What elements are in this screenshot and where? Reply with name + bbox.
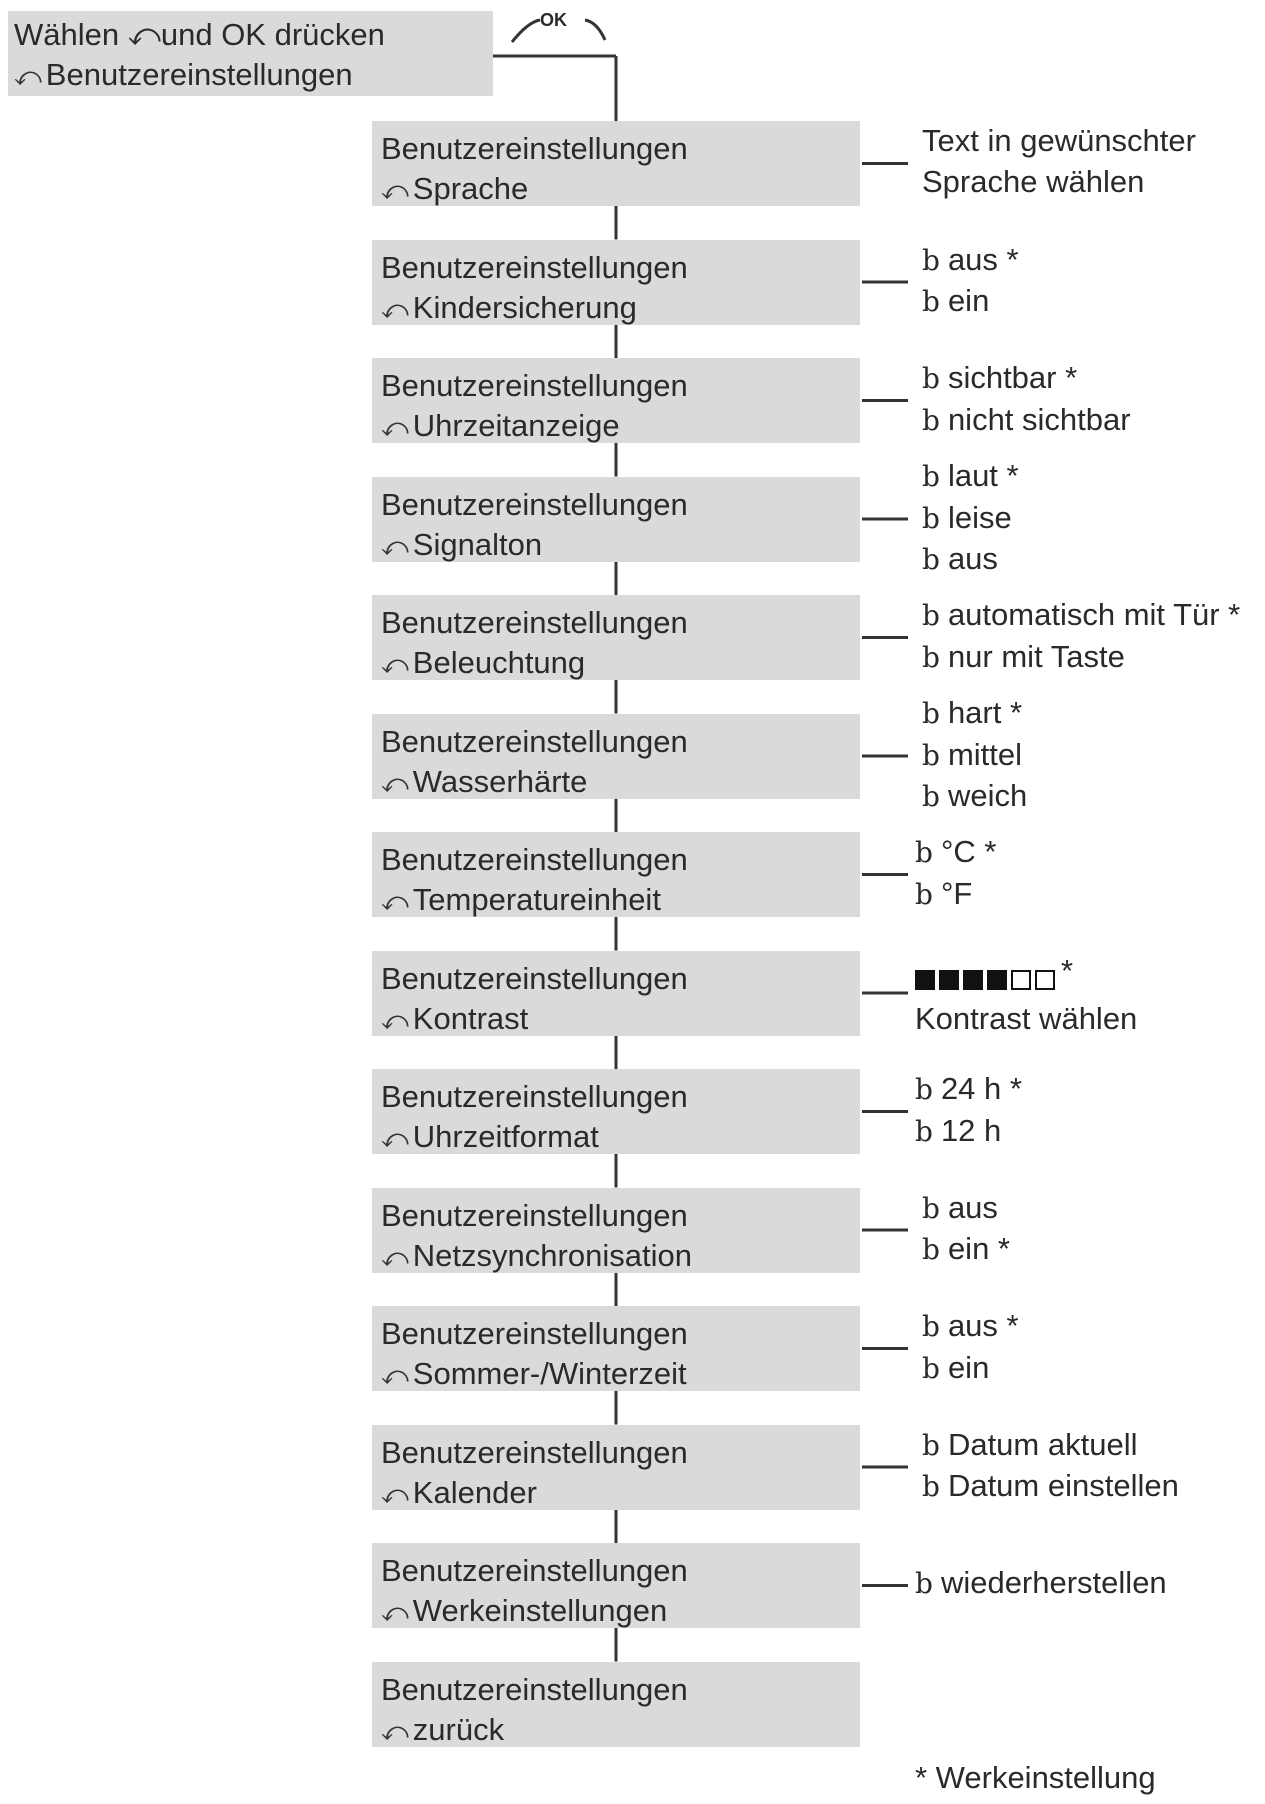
menu-item-title: Benutzereinstellungen: [381, 368, 688, 403]
option-text: ein: [947, 1349, 990, 1385]
option-text: aus *: [947, 1308, 1019, 1343]
bullet-icon: b: [922, 780, 940, 814]
option-list: [922, 595, 1240, 678]
menu-item-box: [372, 1543, 860, 1628]
bullet-icon: b: [915, 1114, 933, 1148]
menu-item-name-row: [381, 880, 860, 921]
option-row: [915, 874, 996, 916]
menu-item-name: Beleuchtung: [412, 645, 586, 680]
rotary-arrow-icon: ⤺: [381, 1241, 409, 1272]
option-row: [922, 693, 1027, 735]
option-row: [922, 1188, 1010, 1230]
option-row: [922, 1425, 1179, 1467]
option-text: weich: [947, 778, 1028, 814]
option-row: [922, 498, 1019, 540]
menu-item-name: Signalton: [412, 526, 543, 562]
option-row: [915, 951, 1137, 1000]
option-row: [915, 999, 1137, 1040]
option-row: [922, 281, 1019, 323]
bullet-icon: b: [922, 460, 940, 494]
menu-item-name-row: [381, 1354, 860, 1395]
menu-item-name: Sommer-/Winterzeit: [412, 1356, 687, 1391]
menu-item-name-row: [381, 999, 860, 1040]
header-line2-text: Benutzereinstellungen: [45, 57, 353, 92]
menu-item-name: Uhrzeitformat: [412, 1119, 599, 1154]
bullet-icon: b: [922, 543, 940, 577]
rotary-arrow-icon: ⤺: [381, 530, 409, 561]
rotary-arrow-icon: ⤺: [381, 293, 409, 324]
menu-item-name-row: [381, 525, 860, 566]
option-list: [922, 121, 1196, 202]
rotary-arrow-icon: ⤺: [381, 412, 409, 442]
menu-item-title: Benutzereinstellungen: [381, 1197, 688, 1233]
option-list: [922, 1306, 1019, 1389]
menu-item-title: Benutzereinstellungen: [381, 1553, 688, 1588]
menu-item-name: Uhrzeitanzeige: [412, 408, 620, 443]
rotary-arrow-icon: ⤺: [381, 1004, 409, 1035]
rotary-arrow-icon: ⤺: [381, 1715, 409, 1746]
option-text: automatisch mit Tür *: [947, 597, 1241, 632]
bullet-icon: b: [915, 1073, 933, 1106]
menu-item-box: [372, 1306, 860, 1391]
option-text: 24 h *: [940, 1071, 1022, 1106]
bullet-icon: b: [922, 1310, 940, 1343]
menu-item-box: [372, 240, 860, 325]
bullet-icon: b: [922, 640, 940, 674]
option-text: Sprache wählen: [922, 163, 1145, 199]
menu-item-box: [372, 832, 860, 917]
option-row: [922, 162, 1196, 203]
menu-item-title: Benutzereinstellungen: [381, 1671, 688, 1707]
menu-item-name: Kontrast: [412, 1000, 529, 1036]
menu-item-box: [372, 358, 860, 443]
option-text: Datum aktuell: [947, 1426, 1138, 1462]
bullet-icon: b: [922, 1191, 940, 1225]
option-row: [922, 735, 1027, 777]
option-text: aus *: [947, 241, 1019, 277]
option-row: [922, 1306, 1019, 1348]
option-text: aus: [947, 541, 998, 577]
option-row: [915, 1563, 1167, 1605]
filled-square-icon: [915, 970, 935, 990]
option-text: °C *: [940, 834, 997, 869]
option-row: [922, 776, 1027, 818]
menu-item-title: Benutzereinstellungen: [381, 131, 688, 166]
menu-item-title: Benutzereinstellungen: [381, 249, 688, 285]
option-row: [922, 1348, 1019, 1390]
option-text: sichtbar *: [947, 360, 1078, 395]
bullet-icon: b: [922, 1351, 940, 1385]
empty-square-icon: [1035, 970, 1055, 990]
option-text: Datum einstellen: [947, 1468, 1179, 1503]
menu-item-title: Benutzereinstellungen: [381, 1434, 688, 1470]
menu-item-box: [372, 1069, 860, 1154]
option-row: [922, 400, 1131, 442]
menu-item-name: Sprache: [412, 171, 529, 206]
menu-item-box: [372, 951, 860, 1036]
rotary-arrow-icon: ⤺: [381, 886, 409, 916]
bullet-icon: b: [922, 362, 940, 395]
menu-item-box: [372, 477, 860, 562]
option-row: [915, 832, 996, 874]
filled-square-icon: [939, 970, 959, 990]
rotary-arrow-icon: ⤺: [381, 175, 409, 205]
bullet-icon: b: [915, 1567, 933, 1601]
menu-item-name-row: [381, 1710, 860, 1751]
option-text: Text in gewünschter: [922, 123, 1196, 158]
option-list: [922, 358, 1131, 441]
menu-item-name: Wasserhärte: [412, 763, 588, 799]
filled-square-icon: [963, 970, 983, 990]
bullet-icon: b: [915, 836, 933, 869]
option-text: wiederherstellen: [940, 1565, 1167, 1601]
option-row: [922, 358, 1131, 400]
menu-item-box: [372, 1188, 860, 1273]
bullet-icon: b: [922, 501, 940, 535]
option-row: [922, 595, 1240, 637]
menu-item-name-row: [381, 406, 860, 447]
rotary-arrow-icon: ⤺: [381, 767, 409, 798]
menu-item-name: Werkeinstellungen: [412, 1593, 668, 1628]
bullet-icon: b: [922, 403, 940, 437]
option-text: leise: [947, 499, 1012, 535]
menu-item-name-row: [381, 169, 860, 210]
bullet-icon: b: [922, 697, 940, 731]
menu-item-box: [372, 1425, 860, 1510]
option-row: [922, 539, 1019, 581]
bullet-icon: b: [922, 1233, 940, 1266]
menu-item-name-row: [381, 1591, 860, 1632]
menu-item-name-row: [381, 1473, 860, 1514]
option-list: [915, 951, 1137, 1040]
menu-item-name-row: [381, 643, 860, 684]
filled-square-icon: [987, 970, 1007, 990]
menu-item-box: [372, 1662, 860, 1747]
option-list: [922, 1188, 1010, 1271]
option-text: Kontrast wählen: [915, 1001, 1138, 1036]
option-list: [922, 1425, 1179, 1508]
option-text: aus: [947, 1189, 998, 1225]
rotary-arrow-icon: ⤺: [14, 61, 42, 91]
menu-item-box: [372, 121, 860, 206]
header-box: [8, 11, 493, 96]
option-text: hart *: [947, 695, 1023, 731]
option-row: [922, 637, 1240, 679]
menu-item-title: Benutzereinstellungen: [381, 1316, 688, 1351]
header-line1: Wählen ⤺und OK drücken: [14, 17, 385, 52]
option-text: 12 h: [940, 1112, 1002, 1148]
option-text: laut *: [947, 458, 1019, 494]
contrast-level-indicator: [915, 970, 1055, 990]
menu-item-title: Benutzereinstellungen: [381, 1079, 688, 1114]
menu-item-title: Benutzereinstellungen: [381, 486, 688, 522]
ok-label: OK: [540, 10, 567, 30]
option-row: [915, 1069, 1022, 1111]
menu-item-name-row: [381, 1117, 860, 1158]
bullet-icon: b: [922, 1470, 940, 1503]
option-text: mittel: [947, 736, 1023, 772]
empty-square-icon: [1011, 970, 1031, 990]
option-text: ein *: [947, 1231, 1010, 1266]
menu-item-name-row: [381, 1236, 860, 1277]
menu-item-title: Benutzereinstellungen: [381, 960, 688, 996]
menu-item-name: Temperatureinheit: [412, 882, 661, 917]
bullet-icon: b: [915, 877, 933, 911]
footnote: * Werkeinstellung: [915, 1760, 1156, 1795]
menu-item-title: Benutzereinstellungen: [381, 723, 688, 759]
option-row: [915, 1111, 1022, 1153]
bullet-icon: b: [922, 599, 940, 632]
menu-item-name-row: [381, 288, 860, 329]
header-line2: [14, 55, 493, 96]
rotary-arrow-icon: ⤺: [381, 649, 409, 679]
option-list: [915, 1563, 1167, 1605]
menu-item-name: Kindersicherung: [412, 289, 637, 325]
menu-item-name: Netzsynchronisation: [412, 1237, 692, 1273]
menu-item-title: Benutzereinstellungen: [381, 842, 688, 877]
menu-item-box: [372, 714, 860, 799]
rotary-arrow-icon: ⤺: [381, 1478, 409, 1509]
bullet-icon: b: [922, 1428, 940, 1462]
bullet-icon: b: [922, 243, 940, 277]
option-list: [915, 1069, 1022, 1152]
option-row: [922, 1229, 1010, 1271]
option-list: [915, 832, 996, 915]
bullet-icon: b: [922, 738, 940, 772]
menu-item-box: [372, 595, 860, 680]
rotary-arrow-icon: ⤺: [381, 1597, 409, 1627]
menu-item-name: Kalender: [412, 1474, 537, 1510]
option-text: nicht sichtbar: [947, 401, 1131, 437]
option-list: [922, 456, 1019, 581]
option-list: [922, 240, 1019, 323]
option-text: ein: [947, 283, 990, 318]
option-text: nur mit Taste: [947, 638, 1125, 674]
option-list: [922, 693, 1027, 818]
bullet-icon: b: [922, 285, 940, 318]
rotary-arrow-icon: ⤺: [381, 1360, 409, 1390]
option-text: *: [1061, 952, 1074, 988]
option-row: [922, 240, 1019, 282]
option-row: [922, 1466, 1179, 1508]
option-text: °F: [940, 875, 973, 911]
option-row: [922, 121, 1196, 162]
rotary-arrow-icon: ⤺: [381, 1123, 409, 1153]
option-row: [922, 456, 1019, 498]
menu-item-name: zurück: [412, 1711, 505, 1747]
menu-item-name-row: [381, 762, 860, 803]
menu-item-title: Benutzereinstellungen: [381, 605, 688, 640]
